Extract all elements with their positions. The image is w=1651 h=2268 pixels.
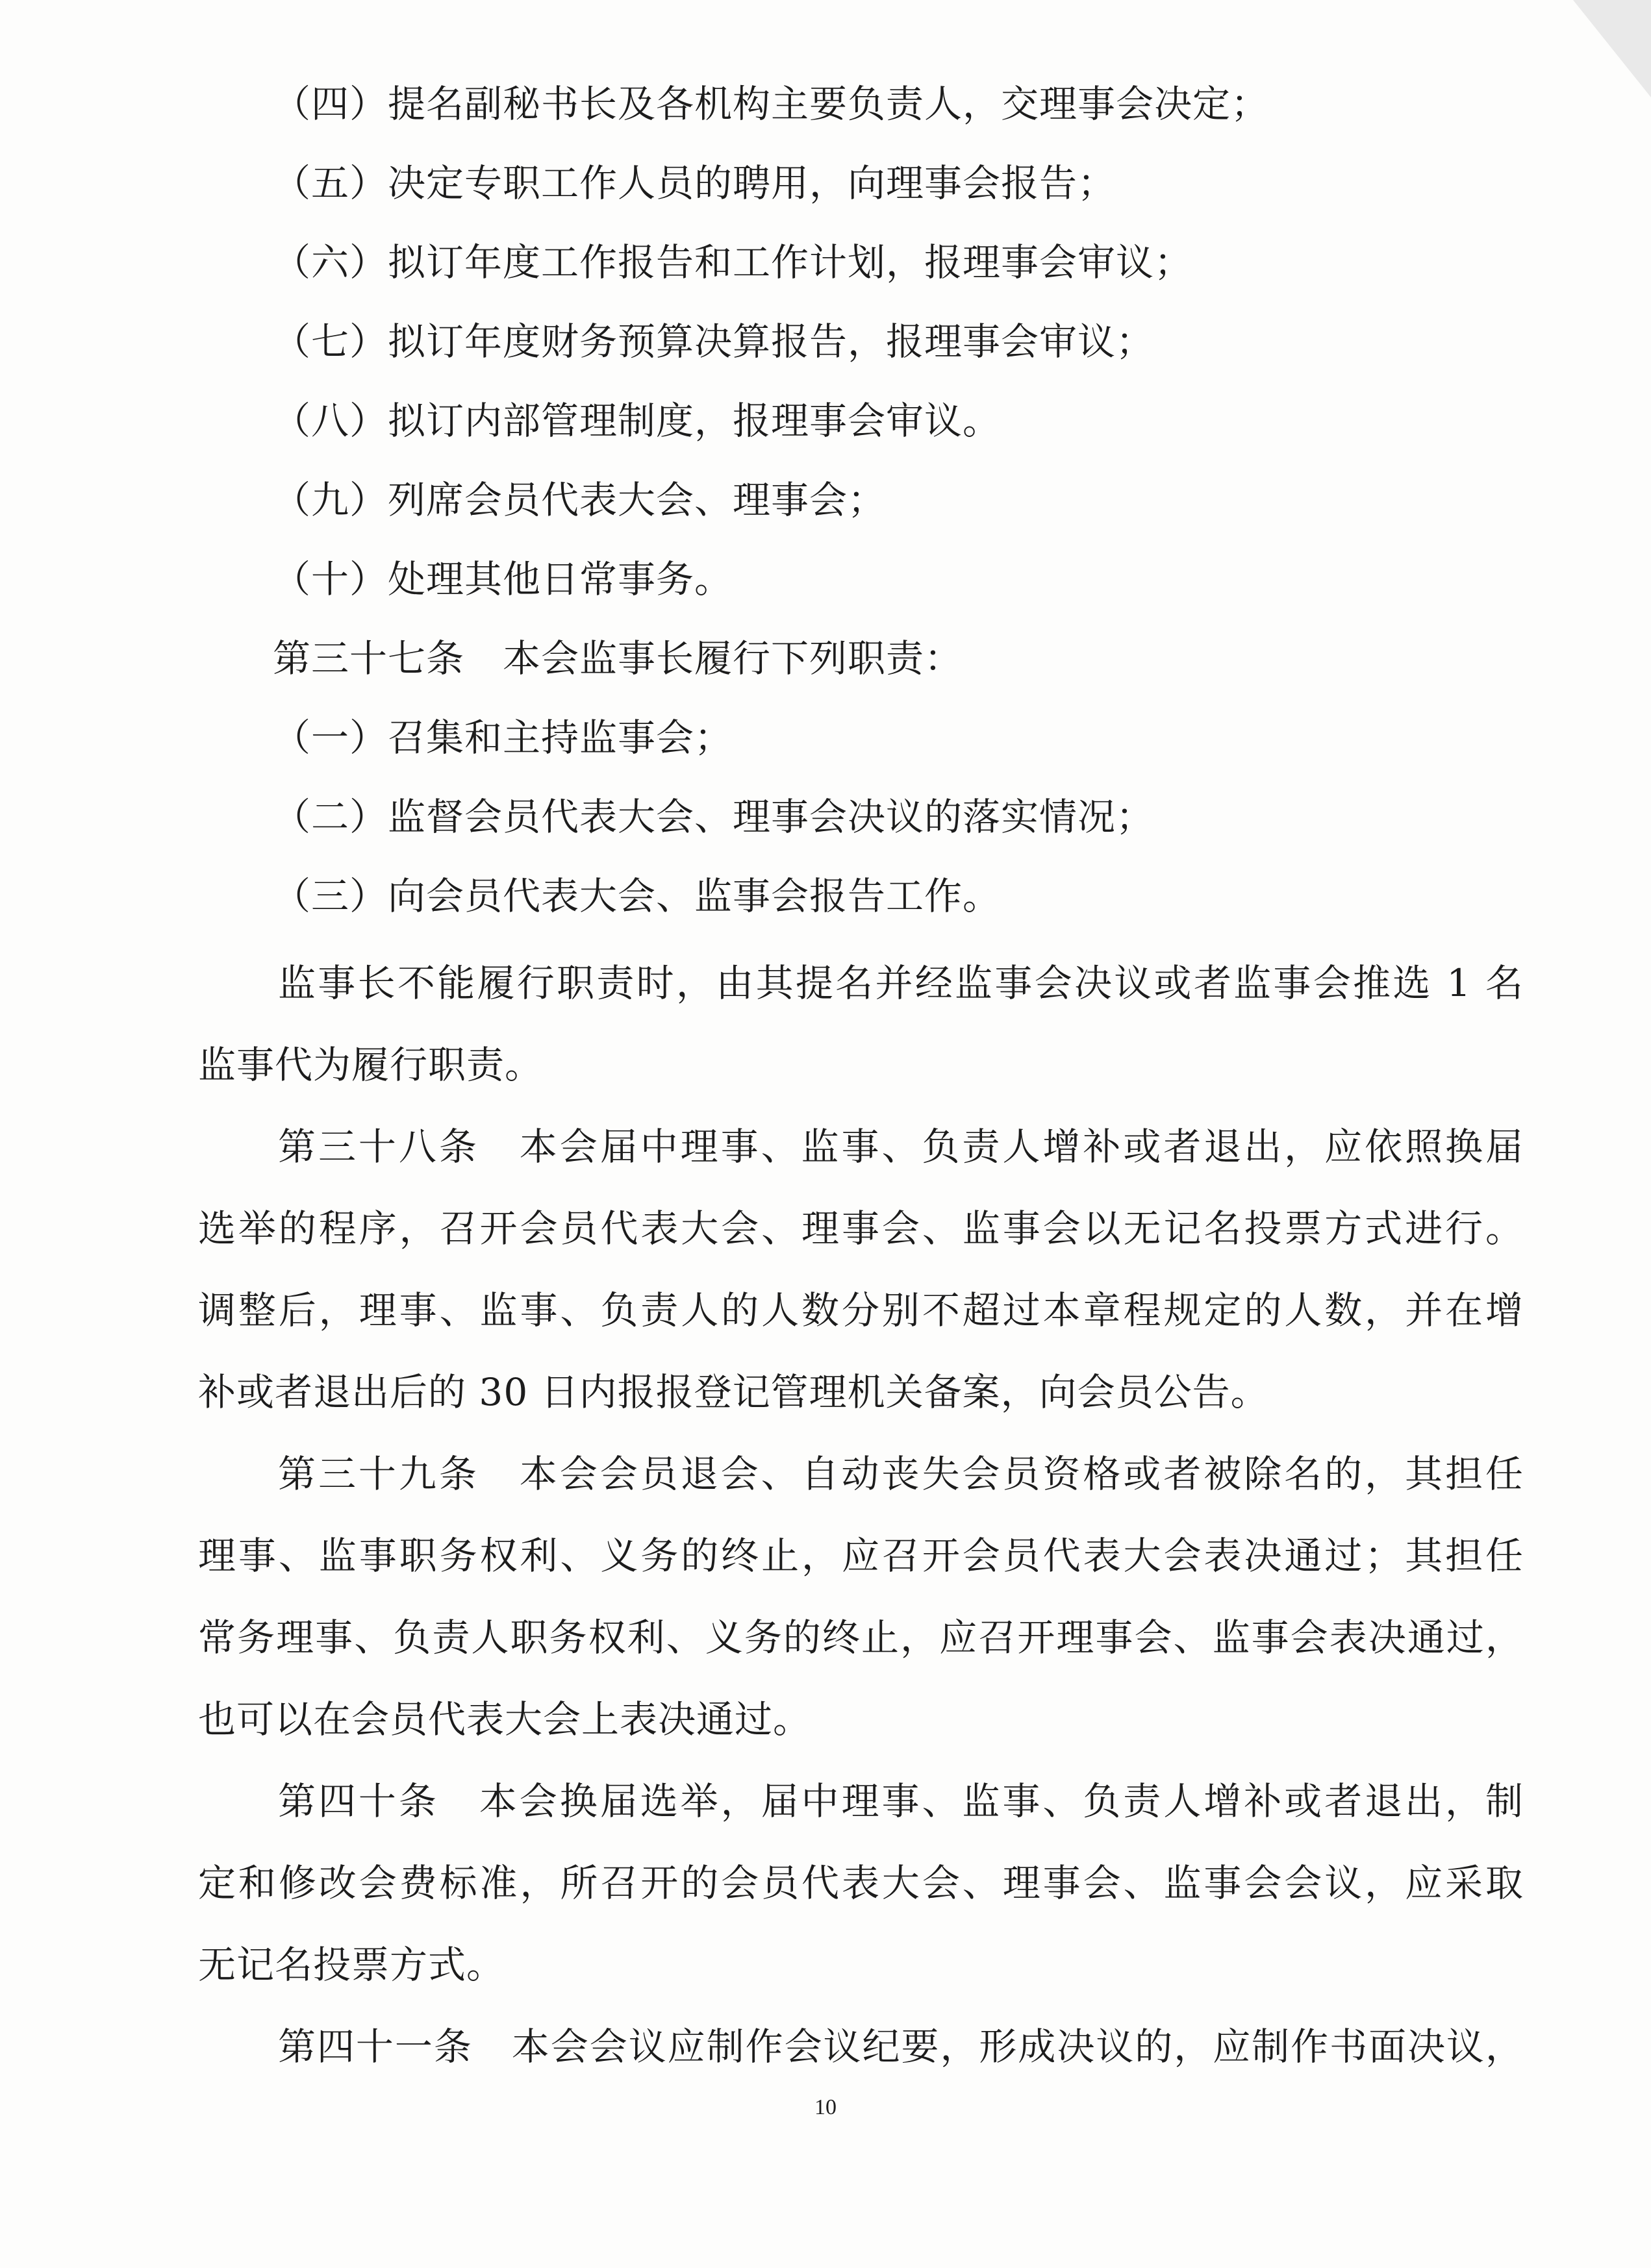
text-line: （九）列席会员代表大会、理事会； xyxy=(273,478,887,522)
text-line: 无记名投票方式。 xyxy=(198,1943,505,1987)
text-line: （七）拟订年度财务预算决算报告，报理事会审议； xyxy=(273,319,1155,364)
page-number: 10 xyxy=(814,2095,837,2119)
text-line: （二）监督会员代表大会、理事会决议的落实情况； xyxy=(273,795,1155,839)
text-line: （四）提名副秘书长及各机构主要负责人，交理事会决定； xyxy=(273,82,1270,126)
text-line: （三）向会员代表大会、监事会报告工作。 xyxy=(273,874,1002,918)
article-heading-line: 第四十条 本会换届选举，届中理事、监事、负责人增补或者退出，制 xyxy=(278,1779,1524,1823)
text-line: （八）拟订内部管理制度，报理事会审议。 xyxy=(273,399,1002,443)
text-line: 也可以在会员代表大会上表决通过。 xyxy=(198,1697,812,1741)
text-line: 选举的程序，召开会员代表大会、理事会、监事会以无记名投票方式进行。 xyxy=(198,1206,1524,1251)
article-heading-line: 第三十七条 本会监事长履行下列职责： xyxy=(273,636,963,680)
article-heading-line: 第三十九条 本会会员退会、自动丧失会员资格或者被除名的，其担任 xyxy=(278,1452,1524,1496)
text-line: 常务理事、负责人职务权利、义务的终止，应召开理事会、监事会表决通过， xyxy=(198,1615,1524,1660)
page-corner-shadow xyxy=(1573,0,1651,97)
text-line: 监事代为履行职责。 xyxy=(198,1043,544,1087)
text-line: 补或者退出后的 30 日内报报登记管理机关备案，向会员公告。 xyxy=(198,1370,1269,1414)
article-heading-line: 第四十一条 本会会议应制作会议纪要，形成决议的，应制作书面决议， xyxy=(278,2025,1524,2069)
text-line: 理事、监事职务权利、义务的终止，应召开会员代表大会表决通过；其担任 xyxy=(198,1534,1524,1578)
text-line: 定和修改会费标准，所召开的会员代表大会、理事会、监事会会议，应采取 xyxy=(198,1861,1524,1905)
text-line: 监事长不能履行职责时，由其提名并经监事会决议或者监事会推选 1 名 xyxy=(278,961,1524,1005)
text-line: （一）召集和主持监事会； xyxy=(273,716,733,760)
text-line: （六）拟订年度工作报告和工作计划，报理事会审议； xyxy=(273,240,1193,284)
text-line: （十）处理其他日常事务。 xyxy=(273,557,733,601)
text-line: （五）决定专职工作人员的聘用，向理事会报告； xyxy=(273,161,1116,205)
text-line: 调整后，理事、监事、负责人的人数分别不超过本章程规定的人数，并在增 xyxy=(198,1288,1524,1332)
article-heading-line: 第三十八条 本会届中理事、监事、负责人增补或者退出，应依照换届 xyxy=(278,1125,1524,1169)
